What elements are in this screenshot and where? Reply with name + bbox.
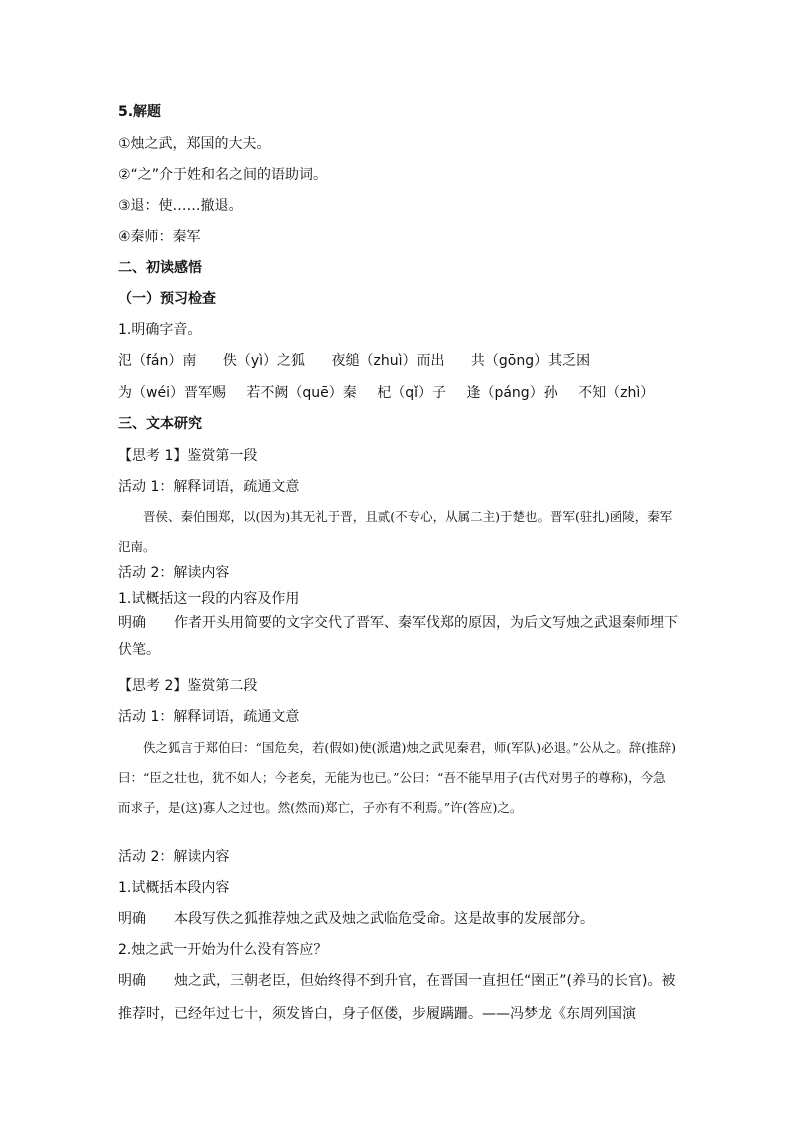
pronunciation-row <box>118 383 654 403</box>
section-heading: 二、初读感悟 <box>118 260 202 276</box>
pron-item: 逢（páng）孙 <box>466 385 558 401</box>
pron-item: 不知（zhì） <box>578 385 655 401</box>
list-item: ③退：使……撤退。 <box>118 198 243 214</box>
pron-item: 为（wéi）晋军赐 <box>118 385 226 401</box>
pron-item: 若不阙（quē）秦 <box>246 385 357 401</box>
think-title: 【思考 1】鉴赏第一段 <box>118 448 258 464</box>
classical-text: 佚之狐言于郑伯曰：“国危矣，若(假如)使(派遣)烛之武见秦君，师(军队)必退。”公从之。辞(推辞)曰：“臣之壮也，犹不如人；今老矣，无能为也已。”公曰：“吾不能早用子(古代对男子的尊称)，今急而求子，是(这)寡人之过也。然(然而)郑亡，子亦有不利焉。”许(答应)之。 <box>118 740 677 815</box>
list-item: ②“之”介于姓和名之间的语助词。 <box>118 167 328 183</box>
question: 1.明确字音。 <box>118 322 202 338</box>
question: 1.试概括本段内容 <box>118 880 230 896</box>
list-item: ①烛之武，郑国的大夫。 <box>118 136 271 152</box>
answer: 明确 本段写佚之狐推荐烛之武及烛之武临危受命。这是故事的发展部分。 <box>118 911 594 927</box>
subsection-heading: （一）预习检查 <box>118 291 216 307</box>
pron-item: 佚（yì）之狐 <box>222 353 306 369</box>
think-title: 【思考 2】鉴赏第二段 <box>118 678 258 694</box>
pron-item: 夜缒（zhuì）而出 <box>331 353 445 369</box>
question: 2.烛之武一开始为什么没有答应？ <box>118 942 328 958</box>
activity-label: 活动 2：解读内容 <box>118 565 230 581</box>
pron-item: 氾（fán）南 <box>118 353 197 369</box>
section-heading: 5.解题 <box>118 104 162 120</box>
answer: 明确 作者开头用简要的文字交代了晋军、秦军伐郑的原因，为后文写烛之武退秦师埋下伏笔。 <box>118 615 678 658</box>
activity-label: 活动 2：解读内容 <box>118 849 230 865</box>
pron-item: 共（gōng）其乏困 <box>470 353 591 369</box>
pron-item: 杞（qǐ）子 <box>377 385 447 401</box>
activity-label: 活动 1：解释词语，疏通文意 <box>118 479 300 495</box>
section-heading: 三、文本研究 <box>118 416 202 432</box>
list-item: ④秦师：秦军 <box>118 229 201 245</box>
activity-label: 活动 1：解释词语，疏通文意 <box>118 709 300 725</box>
answer: 明确 烛之武，三朝老臣，但始终得不到升官，在晋国一直担任“圉正”(养马的长官)。被推荐时，已经年过七十，须发皆白，身子伛偻，步履蹒跚。——冯梦龙《东周列国演 <box>118 973 676 1022</box>
pronunciation-row <box>118 351 590 371</box>
question: 1.试概括这一段的内容及作用 <box>118 591 300 607</box>
classical-text: 晋侯、秦伯围郑，以(因为)其无礼于晋，且贰(不专心，从属二主)于楚也。晋军(驻扎)函陵，秦军氾南。 <box>118 509 673 554</box>
